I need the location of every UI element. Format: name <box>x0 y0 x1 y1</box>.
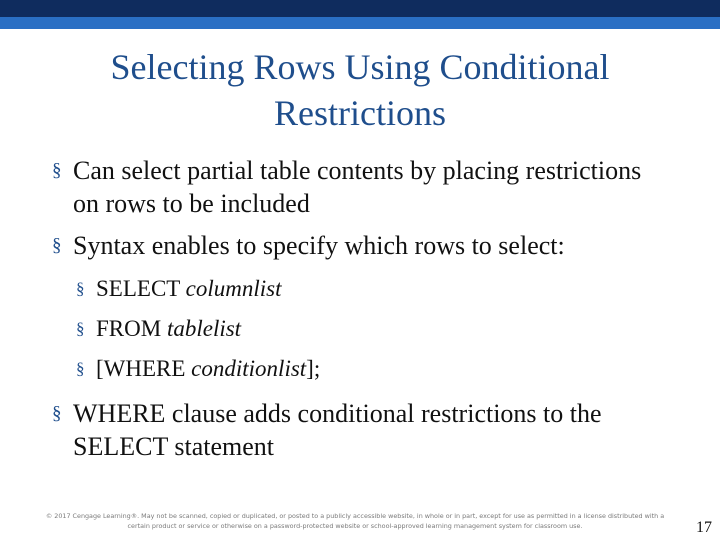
sub-bullet-prefix: FROM <box>96 316 167 341</box>
sub-bullet-suffix: ]; <box>306 356 321 381</box>
sub-bullet-item <box>76 354 672 384</box>
top-bar-light <box>0 17 720 29</box>
bullet-item <box>52 154 672 220</box>
sub-bullet-item <box>76 274 672 304</box>
sub-bullet-item <box>76 314 672 344</box>
sub-bullet-italic: columnlist <box>185 276 282 301</box>
bullet-marker-icon: § <box>52 235 62 256</box>
sub-bullet-italic: tablelist <box>166 316 242 341</box>
sub-bullet-italic: conditionlist <box>191 356 307 381</box>
bullet-list <box>52 154 672 463</box>
bullet-marker-icon: § <box>52 160 62 181</box>
bullet-text: WHERE clause adds conditional restrictions to the SELECT statement <box>73 399 602 461</box>
copyright-footer: © 2017 Cengage Learning®. May not be scanned, copied or duplicated, or posted to a publicly accessible website, in whole or in part, except for use as permitted in a license distributed with a certain product or service or otherwise on a password-protected website or school-approved learning management system for classroom use. <box>45 512 665 530</box>
page-number: 17 <box>696 519 712 536</box>
bullet-marker-icon: § <box>52 403 62 424</box>
bullet-item <box>52 229 672 262</box>
sub-bullet-marker-icon: § <box>76 319 85 338</box>
sub-bullet-marker-icon: § <box>76 359 85 378</box>
bullet-item <box>52 397 672 463</box>
slide-title: Selecting Rows Using Conditional Restrictions <box>110 47 610 133</box>
sub-bullet-marker-icon: § <box>76 279 85 298</box>
sub-bullet-prefix: SELECT <box>96 276 186 301</box>
bullet-text: Syntax enables to specify which rows to select: <box>73 231 565 260</box>
sub-bullet-prefix: [WHERE <box>96 356 192 381</box>
top-bar-dark <box>0 0 720 17</box>
bullet-text: Can select partial table contents by placing restrictions on rows to be included <box>73 156 642 218</box>
